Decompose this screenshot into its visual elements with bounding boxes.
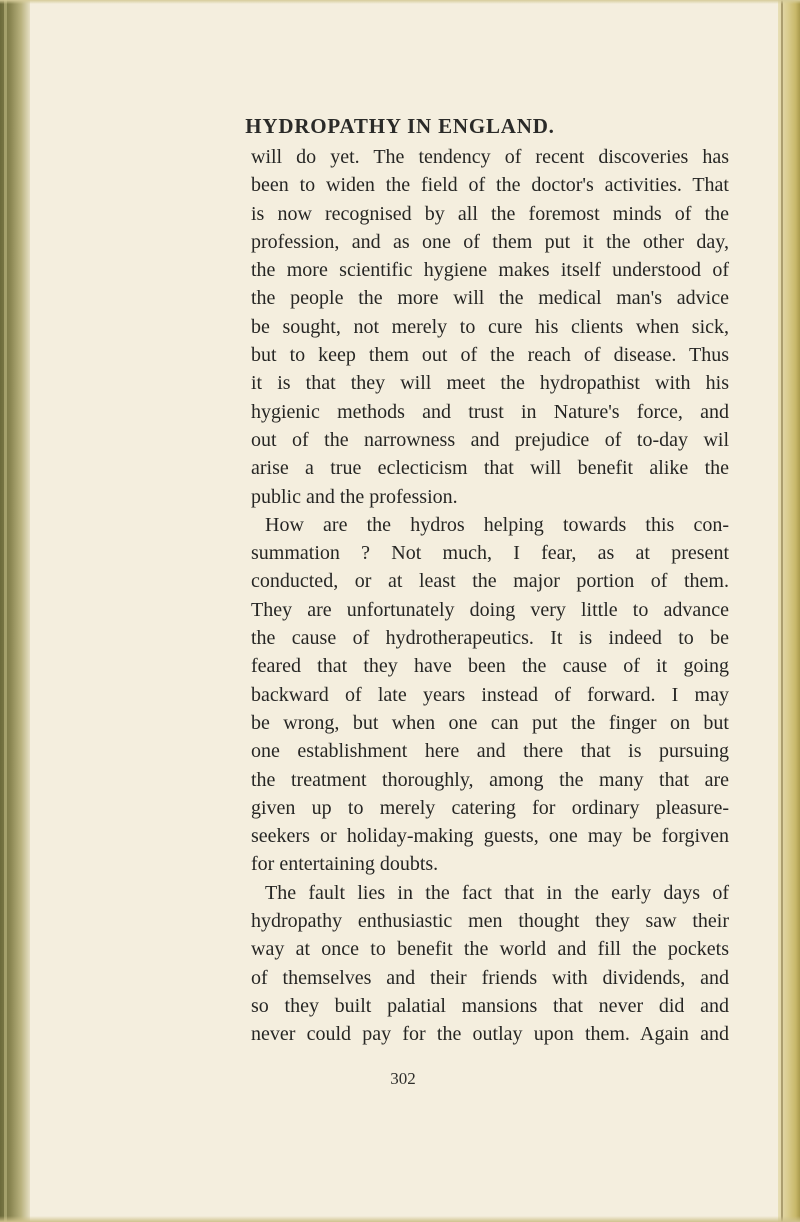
- body-text: [251, 143, 729, 1049]
- text-line: of themselves and their friends with dividends, and: [251, 966, 729, 989]
- text-line: is now recognised by all the foremost minds of the: [251, 202, 729, 225]
- paragraph-end-line: public and the profession.: [251, 485, 458, 508]
- paragraph-start-line: How are the hydros helping towards this con-: [265, 513, 729, 536]
- text-line: hygienic methods and trust in Nature's force, and: [251, 400, 729, 423]
- text-line: They are unfortunately doing very little to advance: [251, 598, 729, 621]
- running-head: HYDROPATHY IN ENGLAND.: [245, 114, 555, 138]
- page-edge-line: [781, 0, 783, 1222]
- text-line: the treatment thoroughly, among the many that are: [251, 768, 729, 791]
- text-line: conducted, or at least the major portion of them.: [251, 570, 729, 593]
- page-number: 302: [390, 1069, 416, 1088]
- text-line: profession, and as one of them put it the other day,: [251, 230, 729, 253]
- text-line: the more scientific hygiene makes itself understood of: [251, 259, 729, 282]
- text-line: one establishment here and there that is pursuing: [251, 740, 729, 763]
- text-line: been to widen the field of the doctor's activities. That: [251, 174, 729, 197]
- text-line: summation ? Not much, I fear, as at present: [251, 542, 729, 565]
- text-line: hydropathy enthusiastic men thought they saw their: [251, 910, 729, 933]
- text-line: but to keep them out of the reach of disease. Thus: [251, 344, 729, 367]
- text-line: way at once to benefit the world and fill the pockets: [251, 938, 729, 961]
- text-line: be wrong, but when one can put the finger on but: [251, 711, 729, 734]
- text-line: it is that they will meet the hydropathist with his: [251, 372, 729, 395]
- text-line: the cause of hydrotherapeutics. It is indeed to be: [251, 627, 729, 650]
- text-line: backward of late years instead of forward. I may: [251, 683, 729, 706]
- text-line: given up to merely catering for ordinary pleasure-: [251, 796, 729, 819]
- book-gutter: [0, 0, 30, 1222]
- text-line: so they built palatial mansions that never did and: [251, 994, 729, 1017]
- text-line: seekers or holiday-making guests, one may be forgiven: [251, 825, 729, 848]
- paragraph-start-line: The fault lies in the fact that in the early days of: [265, 881, 729, 904]
- text-line: arise a true eclecticism that will benefit alike the: [251, 457, 729, 480]
- page-bottom-edge: [0, 1216, 800, 1222]
- text-line: the people the more will the medical man's advice: [251, 287, 729, 310]
- text-line: be sought, not merely to cure his clients when sick,: [251, 315, 729, 338]
- text-line: will do yet. The tendency of recent discoveries has: [251, 146, 729, 168]
- text-line: out of the narrowness and prejudice of to-day wil: [251, 428, 729, 451]
- paragraph-end-line: for entertaining doubts.: [251, 853, 439, 876]
- page-top-edge: [0, 0, 800, 4]
- text-line: feared that they have been the cause of it going: [251, 655, 729, 678]
- text-line: never could pay for the outlay upon them. Again and: [251, 1023, 729, 1046]
